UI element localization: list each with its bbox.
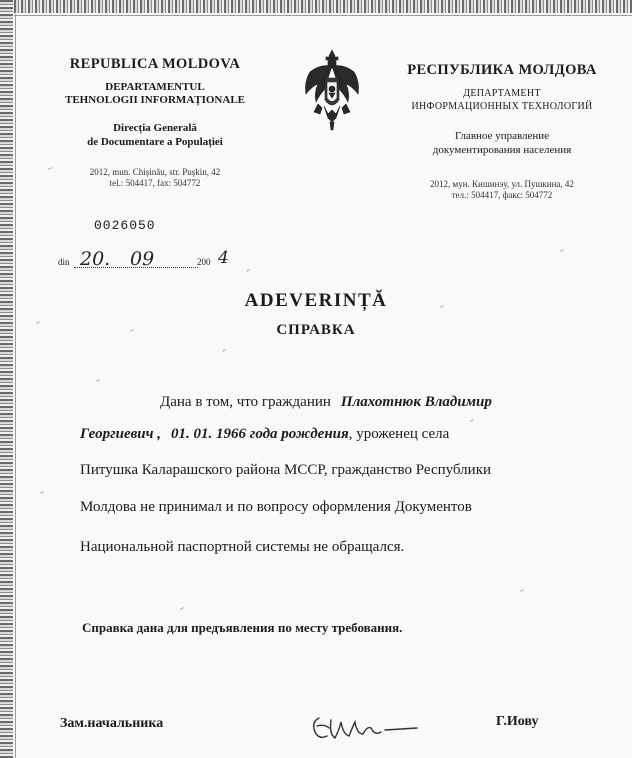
address-ru: 2012, мун. Кишинэу, ул. Пушкина, 42 bbox=[430, 179, 574, 189]
contact-ru bbox=[386, 179, 618, 201]
decorative-border-left bbox=[0, 0, 13, 758]
coat-of-arms-emblem bbox=[300, 48, 364, 134]
contact-ro bbox=[40, 167, 270, 189]
division-ro bbox=[40, 121, 270, 149]
department-ro-line2: TEHNOLOGII INFORMAȚIONALE bbox=[65, 94, 245, 106]
body-line-5: Национальной паспортной системы не обращался. bbox=[80, 539, 405, 555]
division-ru bbox=[386, 129, 618, 157]
year-prefix-label: 200 bbox=[197, 257, 211, 267]
decorative-border-top bbox=[0, 0, 632, 13]
scan-speck bbox=[246, 269, 250, 272]
date-prefix-label: din bbox=[58, 257, 70, 267]
scan-speck bbox=[520, 589, 524, 592]
purpose-note: Справка дана для предъявления по месту требования. bbox=[82, 620, 403, 635]
handwritten-signature bbox=[305, 700, 425, 748]
body-line-2-rest: , уроженец села bbox=[348, 426, 450, 442]
header-romanian bbox=[40, 56, 270, 189]
citizen-patronymic: Георгиевич , bbox=[80, 426, 162, 442]
scan-speck bbox=[96, 379, 100, 382]
document-title-ru: СПРАВКА bbox=[276, 322, 356, 338]
body-line-4: Молдова не принимал и по вопросу оформления Документов bbox=[80, 499, 472, 515]
scan-speck bbox=[40, 491, 44, 494]
body-line-1 bbox=[80, 394, 632, 411]
citizen-birth-date: 01. 01. 1966 года рождения bbox=[171, 426, 349, 442]
scan-speck bbox=[222, 349, 226, 352]
country-name-ro: REPUBLICA MOLDOVA bbox=[69, 56, 241, 72]
body-line-3: Питушка Каларашского района МССР, гражданство Республики bbox=[80, 462, 492, 478]
address-ro: 2012, mun. Chișinău, str. Pușkin, 42 bbox=[89, 167, 221, 177]
scan-speck bbox=[470, 419, 474, 422]
header-russian bbox=[386, 62, 618, 201]
body-line-1-text: Дана в том, что гражданин bbox=[160, 394, 331, 410]
department-ro-line1: DEPARTAMENTUL bbox=[105, 81, 205, 93]
handwritten-year-digit: 4 bbox=[218, 248, 229, 268]
signatory-name: Г.Иову bbox=[496, 714, 539, 729]
handwritten-month: 09 bbox=[130, 248, 155, 270]
border-rule-left bbox=[15, 14, 16, 758]
department-ru-line1: ДЕПАРТАМЕНТ bbox=[463, 88, 541, 99]
country-name-ru: РЕСПУБЛИКА МОЛДОВА bbox=[407, 62, 597, 78]
department-ru-line2: ИНФОРМАЦИОННЫХ ТЕХНОЛОГИЙ bbox=[411, 101, 593, 112]
division-ru-line1: Главное управление bbox=[454, 130, 550, 142]
division-ru-line2: документирования населения bbox=[432, 144, 572, 156]
issue-date-line bbox=[58, 248, 238, 270]
border-rule-top bbox=[14, 15, 632, 16]
phone-ro: tel.: 504417, fax: 504772 bbox=[109, 178, 201, 188]
citizen-name: Плахотнюк Владимир bbox=[340, 394, 492, 410]
scan-speck bbox=[180, 607, 184, 610]
department-ru bbox=[386, 87, 618, 113]
signatory-title: Зам.начальника bbox=[60, 716, 164, 731]
document-title-ro: ADEVERINȚĂ bbox=[244, 290, 388, 311]
body-line-2 bbox=[80, 426, 590, 443]
scan-speck bbox=[560, 249, 564, 252]
department-ro bbox=[40, 81, 270, 107]
phone-ru: тел.: 504417, факс: 504772 bbox=[451, 190, 553, 200]
division-ro-line2: de Documentare a Populației bbox=[87, 136, 223, 148]
handwritten-day: 20. bbox=[80, 248, 111, 270]
division-ro-line1: Direcția Generală bbox=[113, 122, 197, 134]
registration-number: 0026050 bbox=[94, 218, 156, 233]
